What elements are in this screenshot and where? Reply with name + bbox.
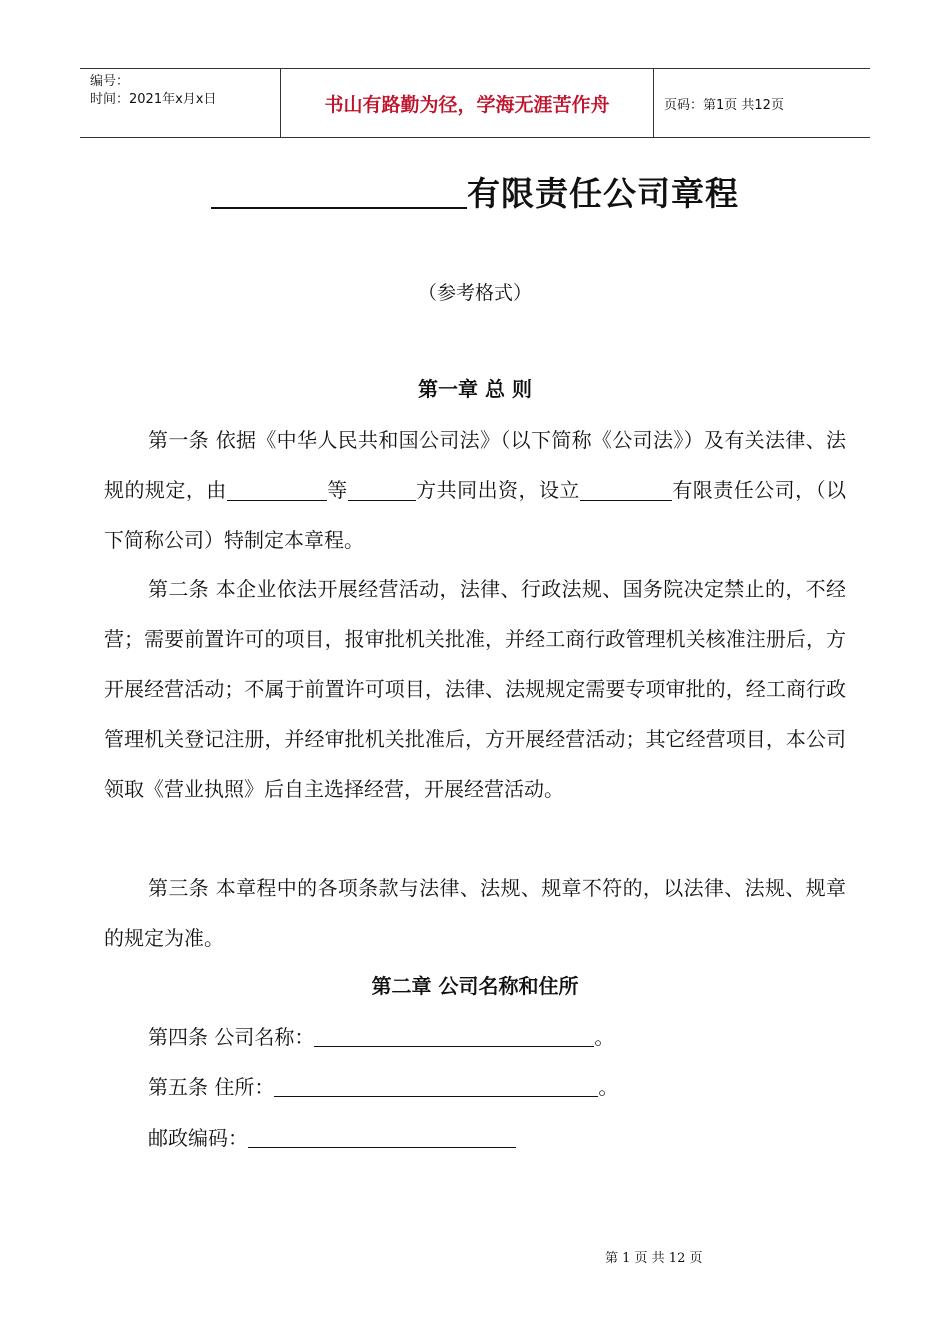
postal-code-field [248, 1125, 516, 1148]
postal-code-label: 邮政编码： [148, 1126, 248, 1150]
document-time: 时间：2021年x月x日 [90, 92, 217, 107]
article-3: 第三条 本章程中的各项条款与法律、法规、规章不符的，以法律、法规、规章的规定为准。 [104, 876, 846, 950]
article-1-text-c: 方共同出资，设立 [415, 478, 580, 502]
header-table [80, 68, 870, 138]
header-page-info: 页码：第1页 共12页 [664, 97, 784, 113]
postal-code [148, 1123, 516, 1153]
document-subtitle: （参考格式） [417, 282, 532, 304]
article-1 [104, 415, 846, 565]
document-title [0, 168, 950, 215]
article-4 [148, 1022, 614, 1052]
shareholder-blank [227, 474, 327, 501]
address-field [274, 1074, 598, 1097]
article-5-end: 。 [598, 1075, 619, 1099]
document-number-label: 编号： [90, 74, 130, 89]
article-2: 第二条 本企业依法开展经营活动，法律、行政法规、国务院决定禁止的，不经营；需要前置许可的项目，报审批机关批准，并经工商行政管理机关核准注册后，方开展经营活动；不属于前置许可项目，法律、法规规定需要专项审批的，经工商行政管理机关登记注册，并经审批机关批准后，方开展经营活动；其它经营项目，本公司领取《营业执照》后自主选择经营，开展经营活动。 [104, 577, 846, 801]
chapter-2-heading: 第二章 公司名称和住所 [371, 974, 579, 998]
article-4-end: 。 [594, 1025, 615, 1049]
article-5 [148, 1072, 618, 1102]
header-meta [80, 69, 280, 137]
company-name-blank [211, 177, 467, 209]
company-blank [580, 474, 672, 501]
article-1-text-b: 等 [326, 478, 348, 502]
article-1-text-d: 有限责任公司，（以下简称公司）特制定本章程。 [104, 478, 847, 552]
header-motto-cell [280, 69, 654, 137]
document-title-text: 有限责任公司章程 [467, 174, 739, 213]
article-1-text-a: 第一条 依据《中华人民共和国公司法》（以下简称《公司法》）及有关法律、法规的规定，由 [104, 428, 846, 502]
page-footer: 第 1 页 共 12 页 [605, 1251, 703, 1266]
company-name-field [314, 1024, 594, 1047]
article-4-label: 第四条 公司名称： [148, 1025, 315, 1049]
article-5-label: 第五条 住所： [148, 1075, 275, 1099]
header-motto: 书山有路勤为径，学海无涯苦作舟 [324, 93, 610, 116]
party-count-blank [348, 474, 416, 501]
chapter-1-heading: 第一章 总 则 [418, 377, 532, 401]
